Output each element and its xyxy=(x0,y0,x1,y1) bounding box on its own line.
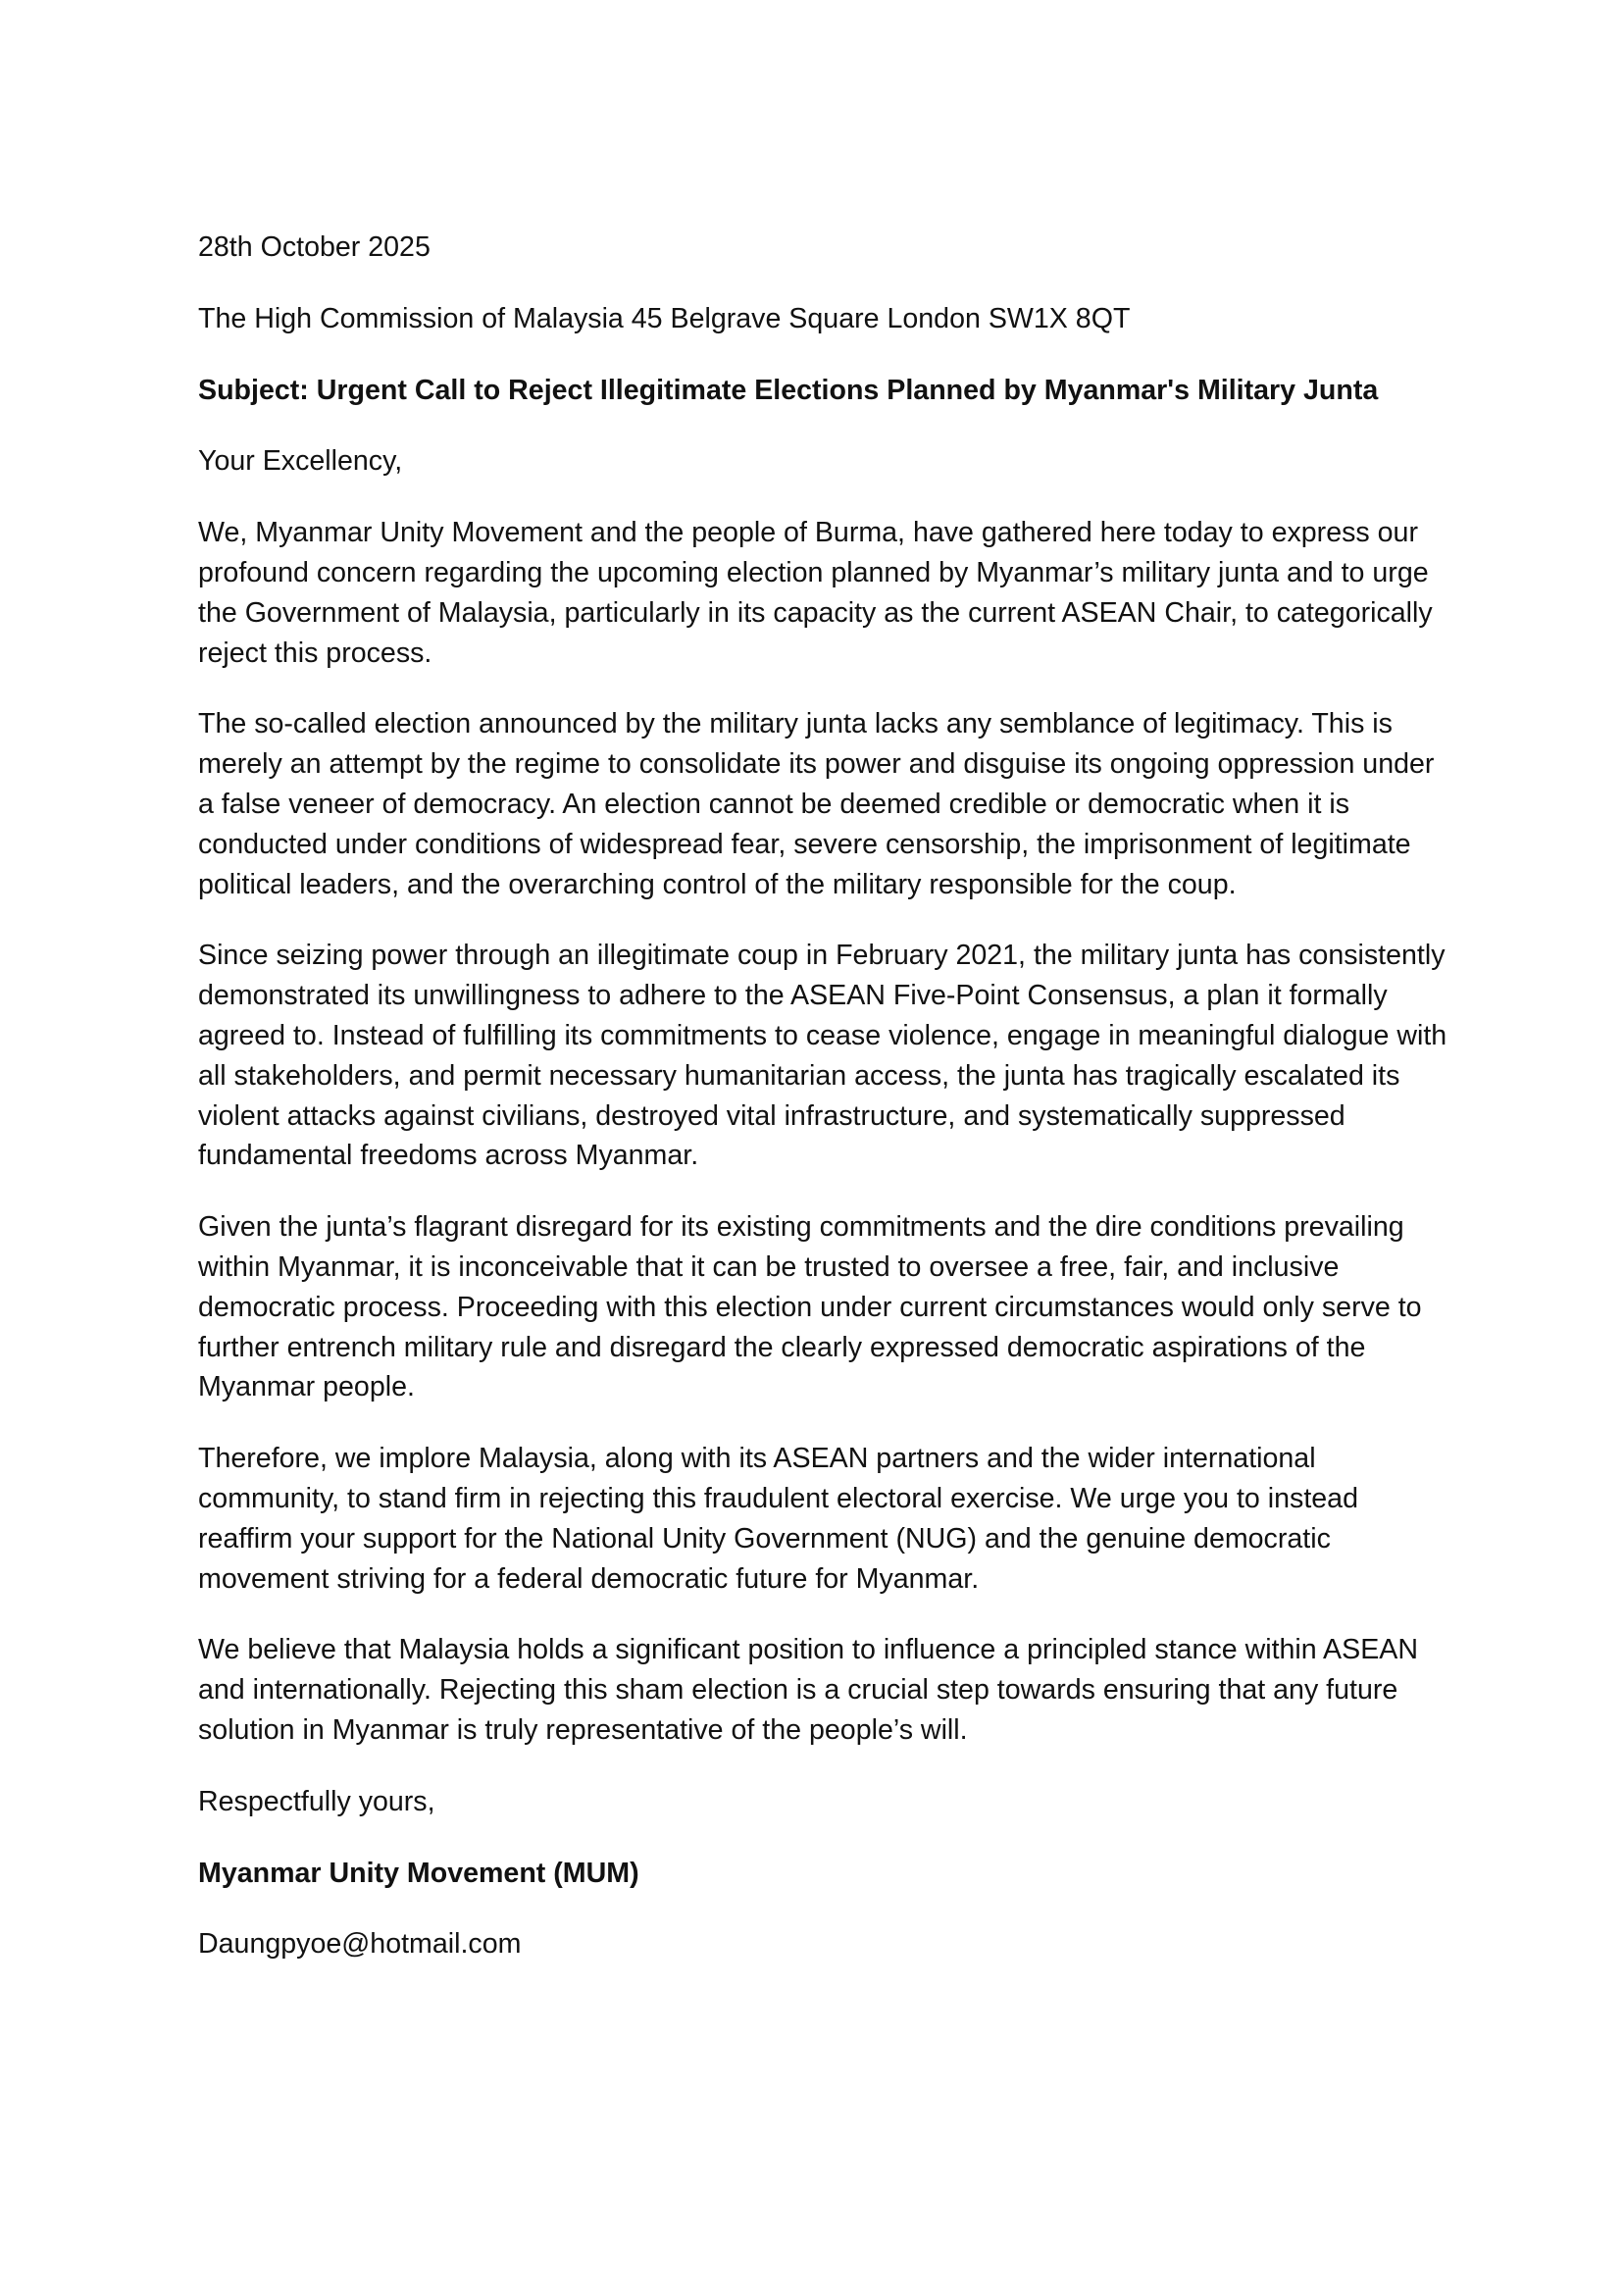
letter-closing: Respectfully yours, xyxy=(198,1785,435,1817)
letter-email: Daungpyoe@hotmail.com xyxy=(198,1928,522,1961)
body-paragraph-6: We believe that Malaysia holds a significant position to influence a principled stance within ASEAN and internationally. Rejecting this sham election is a crucial step towards ensuring that any future solution in Myanmar is truly representative of the people’s will. xyxy=(198,1634,1418,1746)
letter-body xyxy=(198,228,1453,1996)
body-paragraph-5: Therefore, we implore Malaysia, along with its ASEAN partners and the wider international community, to stand firm in rejecting this fraudulent electoral exercise. We urge you to instead reaffirm your support for the National Unity Government (NUG) and the genuine democratic movement striving for a federal democratic future for Myanmar. xyxy=(198,1443,1358,1595)
letter-recipient: The High Commission of Malaysia 45 Belgrave Square London SW1X 8QT xyxy=(198,302,1131,334)
letter-subject: Subject: Urgent Call to Reject Illegitimate Elections Planned by Myanmar's Military Junta xyxy=(198,374,1379,406)
body-paragraph-4: Given the junta’s flagrant disregard for its existing commitments and the dire conditions prevailing within Myanmar, it is inconceivable that it can be trusted to oversee a free, fair, and inclusive democratic process. Proceeding with this election under current circumstances would only serve to further entrench military rule and disregard the clearly expressed democratic aspirations of the Myanmar people. xyxy=(198,1211,1422,1403)
body-paragraph-2: The so-called election announced by the military junta lacks any semblance of legitimacy. This is merely an attempt by the regime to consolidate its power and disguise its ongoing oppression under a false veneer of democracy. An election cannot be deemed credible or democratic when it is conducted under conditions of widespread fear, severe censorship, the imprisonment of legitimate political leaders, and the overarching control of the military responsible for the coup. xyxy=(198,708,1435,900)
letter-date: 28th October 2025 xyxy=(198,231,431,263)
letter-signature: Myanmar Unity Movement (MUM) xyxy=(198,1857,639,1889)
letter-salutation: Your Excellency, xyxy=(198,445,403,478)
body-paragraph-3: Since seizing power through an illegitimate coup in February 2021, the military junta has consistently demonstrated its unwillingness to adhere to the ASEAN Five-Point Consensus, a plan it formally agreed to. Instead of fulfilling its commitments to cease violence, engage in meaningful dialogue with all stakeholders, and permit necessary humanitarian access, the junta has tragically escalated its violent attacks against civilians, destroyed vital infrastructure, and systematically suppressed fundamental freedoms across Myanmar. xyxy=(198,940,1447,1172)
body-paragraph-1: We, Myanmar Unity Movement and the people of Burma, have gathered here today to express our profound concern regarding the upcoming election planned by Myanmar’s military junta and to urge the Government of Malaysia, particularly in its capacity as the current ASEAN Chair, to categorically reject this process. xyxy=(198,517,1433,669)
